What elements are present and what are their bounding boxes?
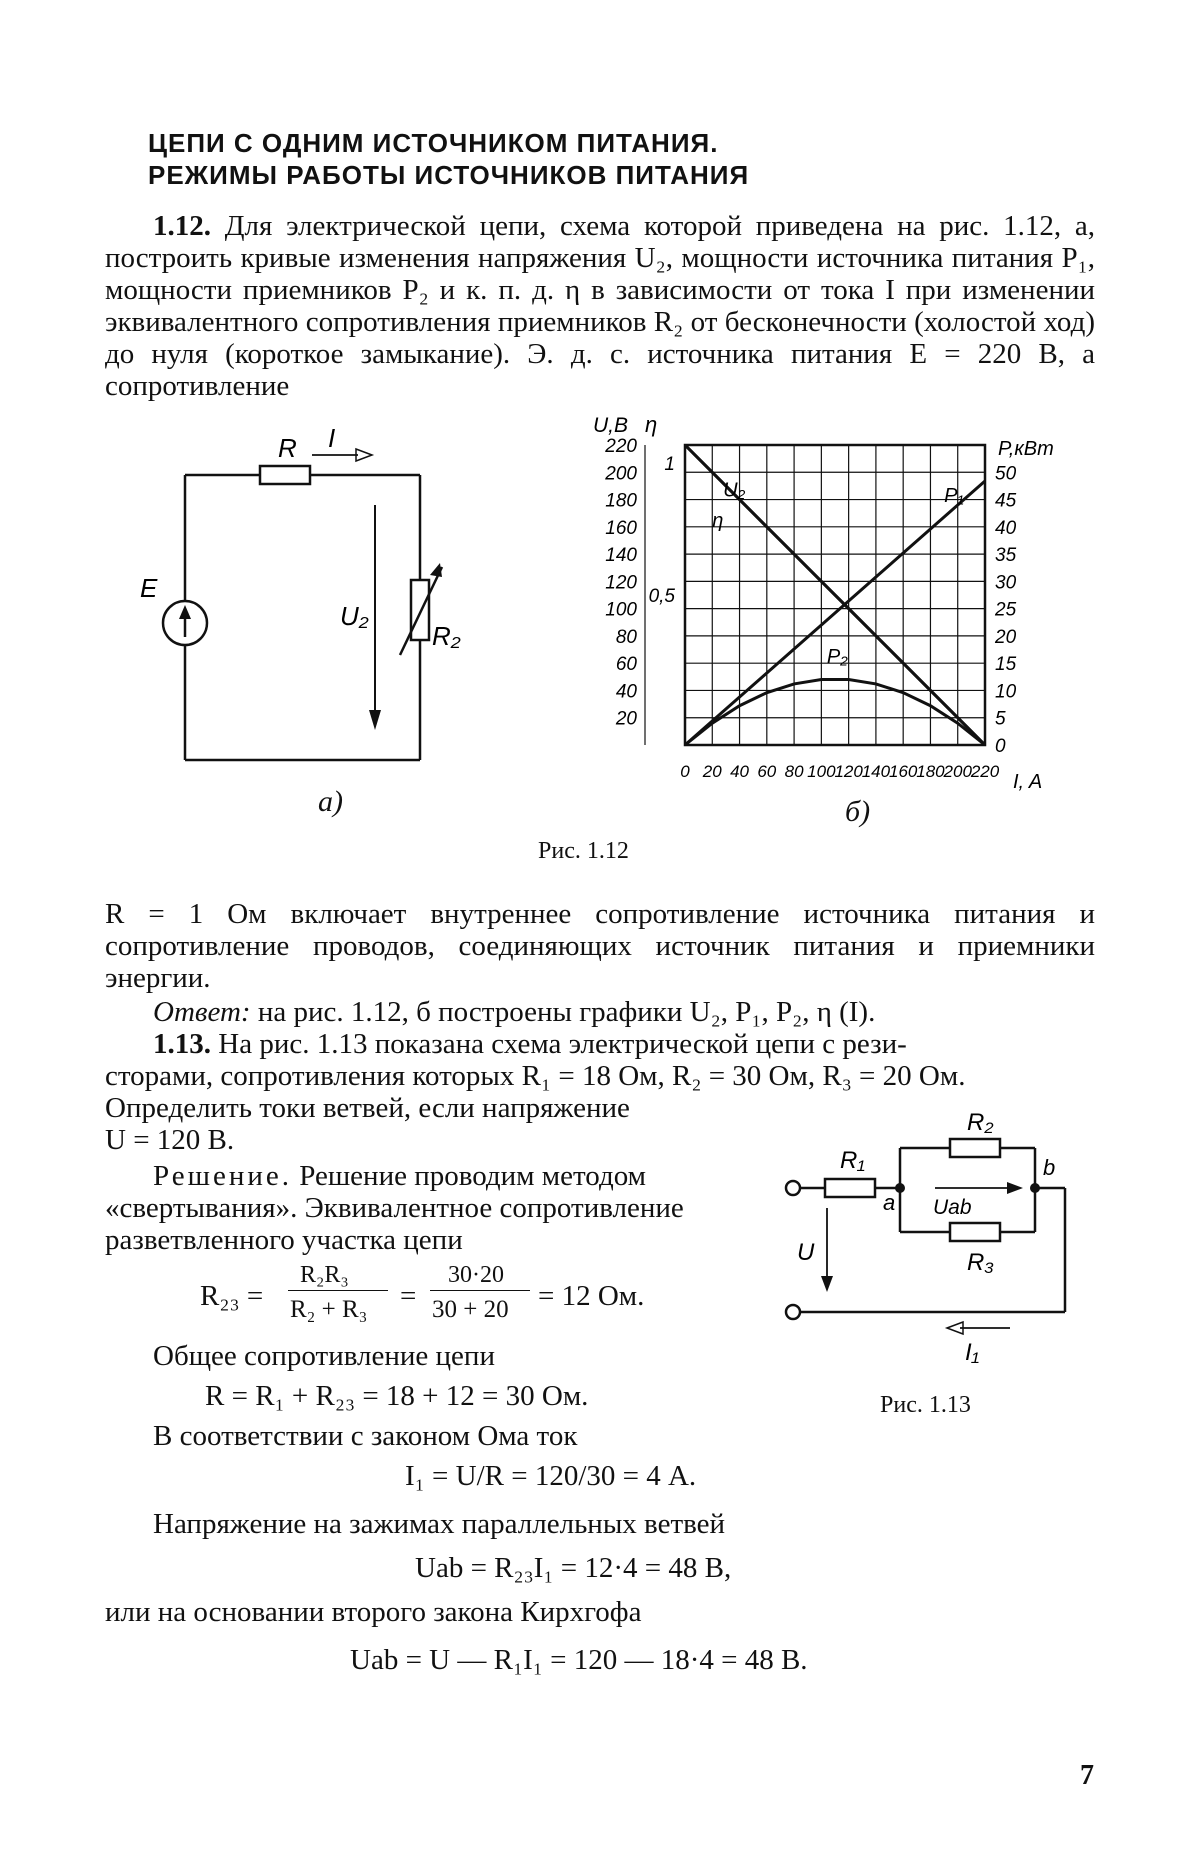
tick-label-x: 60 (757, 762, 777, 781)
formula-r23-result: = 12 Ом. (538, 1280, 645, 1312)
axis-label-u: U,В (593, 414, 629, 437)
figure-1-12a-circuit (130, 425, 490, 825)
u-arrow-head (821, 1276, 833, 1292)
voltage-arrow-head (369, 710, 381, 730)
series-label: P₂ (826, 646, 848, 669)
resistor-r2 (411, 580, 429, 640)
tick-label-p: 30 (995, 572, 1017, 594)
formula-r23-eq: = (400, 1280, 417, 1312)
problem-number: 1.13. (153, 1028, 211, 1060)
tick-label-u: 40 (615, 681, 637, 703)
terminal-bottom (786, 1305, 800, 1319)
section-heading-line2: РЕЖИМЫ РАБОТЫ ИСТОЧНИКОВ ПИТАНИЯ (148, 160, 750, 190)
tick-label-x: 140 (861, 762, 891, 781)
label-uab: Uab (933, 1196, 972, 1219)
uab-arrow-head (1007, 1182, 1023, 1194)
tick-label-u: 80 (615, 626, 637, 648)
figure-1-13-caption: Рис. 1.13 (880, 1392, 971, 1418)
tick-label-u: 120 (605, 572, 637, 594)
tick-label-u: 20 (615, 708, 637, 730)
tick-label-u: 100 (605, 599, 637, 621)
problem-1-12-answer (153, 996, 875, 1028)
series-line-P₁ (685, 481, 985, 745)
label-i: I (328, 423, 336, 453)
solution-text: Решение проводим методом (299, 1160, 647, 1192)
solution-line1 (153, 1160, 646, 1192)
answer-label: Ответ: (153, 996, 251, 1028)
tick-label-p: 5 (995, 708, 1006, 730)
ohm-text: В соответствии с законом Ома ток (153, 1420, 578, 1452)
formula-r23-den2: 30 + 20 (432, 1296, 509, 1323)
tick-label-u: 140 (605, 545, 637, 567)
tick-label-u: 180 (605, 490, 637, 512)
label-r2: R₂ (432, 621, 461, 651)
tick-label-p: 10 (995, 681, 1017, 703)
label-r2: R₂ (967, 1109, 994, 1136)
formula-r23-den1: R₂ + R₃ (290, 1296, 368, 1323)
tick-label-u: 200 (605, 463, 637, 485)
axis-label-x: I, A (1013, 771, 1043, 793)
section-heading-line1: ЦЕПИ С ОДНИМ ИСТОЧНИКОМ ПИТАНИЯ. (148, 128, 719, 158)
tick-label-x: 160 (888, 762, 918, 781)
series-label: P₁ (944, 485, 964, 508)
tick-label-u: 160 (605, 517, 637, 539)
formula-r23 (200, 1262, 670, 1332)
figure-1-13-circuit (755, 1110, 1085, 1380)
tick-label-x: 200 (943, 762, 972, 781)
tick-label-p: 50 (995, 463, 1017, 485)
figure-label-a: а) (318, 785, 343, 818)
tick-label-p: 40 (995, 517, 1017, 539)
tick-label-p: 20 (995, 626, 1017, 648)
label-e: E (140, 573, 158, 603)
total-resistance-text: Общее сопротивление цепи (153, 1340, 495, 1372)
tick-label-x: 120 (834, 762, 863, 781)
tick-label-x: 80 (784, 762, 804, 781)
formula-r23-num2: 30·20 (448, 1262, 504, 1288)
solution-label: Решение. (153, 1160, 292, 1192)
tick-label-p: 35 (995, 545, 1017, 567)
variable-arrow-head (430, 563, 442, 577)
label-r1: R₁ (840, 1147, 865, 1174)
series-label: U₂ (723, 479, 746, 502)
tick-label-x: 20 (702, 762, 722, 781)
tick-label-x: 100 (807, 762, 836, 781)
formula-uab1: Uab = R₂₃I₁ = 12·4 = 48 В, (415, 1552, 732, 1584)
label-i1: I₁ (965, 1339, 980, 1366)
tick-label-p: 15 (995, 654, 1017, 676)
terminal-top (786, 1181, 800, 1195)
resistor-r1 (825, 1179, 875, 1197)
problem-1-13-line1 (153, 1028, 907, 1060)
voltage-text: Напряжение на зажимах параллельных ветвей (153, 1508, 726, 1540)
figure-1-12b-chart (565, 412, 1054, 830)
axis-label-p: P,кВт (998, 438, 1054, 460)
current-arrow-head (356, 449, 372, 461)
resistor-r2 (950, 1139, 1000, 1157)
problem-1-12-continuation: R = 1 Ом включает внутреннее сопротивление источника питания и сопротивление проводов, соединяющих источник питания и приемники энергии. (105, 898, 1095, 994)
tick-label-eta: 1 (664, 454, 675, 475)
problem-1-13-line2: сторами, сопротивления которых R₁ = 18 Ом, R₂ = 30 Ом, R₃ = 20 Ом. (105, 1060, 966, 1092)
problem-1-13-line3: Определить токи ветвей, если напряжение (105, 1092, 630, 1124)
answer-text: на рис. 1.12, б построены графики U₂, P₁, P₂, η (I). (257, 996, 876, 1028)
problem-text: Для электрической цепи, схема которой приведена на рис. 1.12, а, построить кривые изменения напряжения U₂, мощности источника питания P₁, мощности приемников P₂ и к. п. д. η в зависимости от тока I при изменении эквивалентного сопротивления приемников R₂ от бесконечности (холостой ход) до нуля (короткое замыкание). Э. д. с. источника питания E = 220 В, а сопротивление (105, 210, 1095, 402)
problem-text: На рис. 1.13 показана схема электрической цепи с рези- (218, 1028, 907, 1060)
tick-label-eta: 0,5 (648, 586, 675, 607)
tick-label-x: 220 (970, 762, 1000, 781)
label-u: U (797, 1239, 815, 1266)
formula-r23-left: R₂₃ = (200, 1280, 264, 1312)
tick-label-x: 40 (730, 762, 750, 781)
resistor-r3 (950, 1223, 1000, 1241)
resistor-r (260, 466, 310, 484)
label-a: a (883, 1190, 896, 1215)
tick-label-u: 60 (615, 654, 637, 676)
chart-series-labels (712, 479, 963, 668)
axis-label-eta: η (645, 412, 658, 437)
problem-1-13-line4: U = 120 В. (105, 1124, 235, 1156)
tick-label-x: 0 (680, 762, 690, 781)
formula-r23-num1: R₂R₃ (300, 1262, 349, 1288)
formula-r: R = R₁ + R₂₃ = 18 + 12 = 30 Ом. (205, 1380, 589, 1412)
tick-label-p: 0 (995, 736, 1006, 757)
tick-label-x: 180 (916, 762, 945, 781)
problem-number: 1.12. (153, 210, 211, 242)
solution-line2: «свертывания». Эквивалентное сопротивление (105, 1192, 684, 1224)
fraction-bar-2 (430, 1290, 530, 1291)
kirchhoff-text: или на основании второго закона Кирхгофа (105, 1596, 642, 1628)
figure-1-12-caption: Рис. 1.12 (538, 838, 629, 864)
node-b (1030, 1183, 1040, 1193)
label-r: R (278, 433, 297, 463)
tick-label-u: 220 (605, 436, 637, 457)
tick-label-p: 45 (995, 490, 1017, 512)
fraction-bar-1 (288, 1290, 388, 1291)
series-line-P₂ (685, 680, 985, 745)
label-r3: R₃ (967, 1249, 994, 1276)
formula-uab2: Uab = U — R₁I₁ = 120 — 18·4 = 48 В. (350, 1644, 808, 1676)
figure-label-b: б) (845, 795, 871, 828)
node-a (895, 1183, 905, 1193)
solution-line3: разветвленного участка цепи (105, 1224, 463, 1256)
label-b: b (1043, 1155, 1056, 1180)
series-label: η (712, 509, 724, 532)
label-u2: U₂ (340, 601, 369, 631)
page-number: 7 (1080, 1760, 1094, 1791)
tick-label-p: 25 (995, 599, 1017, 621)
problem-1-12-statement (105, 210, 1095, 402)
formula-i1: I₁ = U/R = 120/30 = 4 А. (405, 1460, 697, 1492)
